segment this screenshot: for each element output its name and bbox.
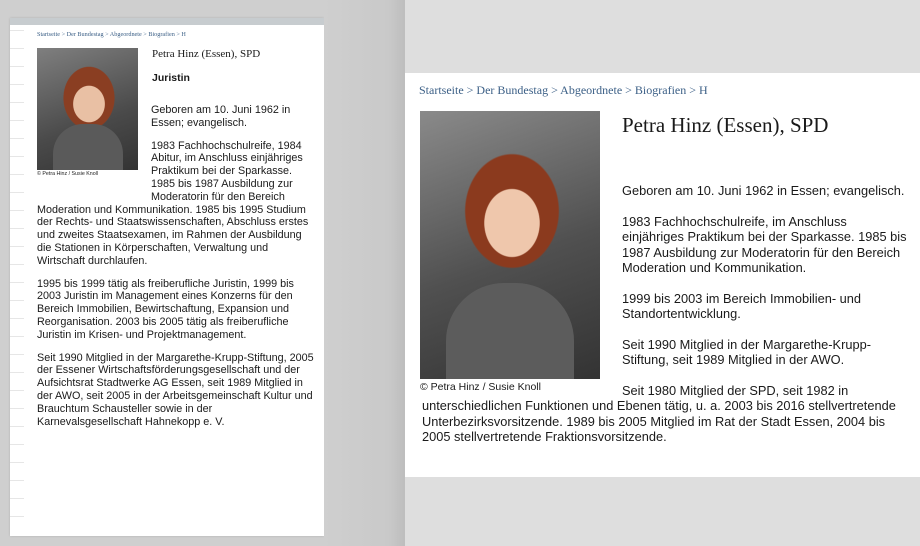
left-breadcrumb[interactable]: Startseite > Der Bundestag > Abgeordnete > Biografien > H <box>37 31 186 38</box>
right-page-view <box>405 73 920 477</box>
left-margin-lines <box>10 30 24 530</box>
panel-gap <box>324 0 405 546</box>
right-photo-credit: © Petra Hinz / Susie Knoll <box>420 381 541 393</box>
left-bio-paragraph: 1995 bis 1999 tätig als freiberufliche Juristin, 1999 bis 2003 Juristin im Management eines Konzerns für den Bereich Immobilien, Bewirtschaftung, Expansion und Reorganisation. 2003 bis 2005 tätig als freiberufliche Juristin im Krisen- und Projektmanagement. <box>37 277 294 341</box>
left-photo-credit: © Petra Hinz / Susie Knoll <box>37 171 99 177</box>
right-bio-paragraph: Seit 1990 Mitglied in der Margarethe-Krupp-Stiftung, seit 1989 Mitglied in der AWO. <box>622 336 871 367</box>
left-bio-paragraph: 1983 Fachhochschulreife, 1984 Abitur, im Anschluss einjähriges Praktikum bei der Sparkasse. 1985 bis 1987 Ausbildung zur Moderatorin für den Bereich Moderation und Kommunikation. 1985 bis 1995 Studium der Rechts- und Staatswissenschaften, Abschluss erstes und zweites Staatsexamen, im Rahmen der Ausbildung die Stationen in Körperschaften, Verwaltung und Wirtschaft durchlaufen. <box>37 139 309 267</box>
right-biography <box>422 183 912 460</box>
left-page-title: Petra Hinz (Essen), SPD <box>152 48 261 60</box>
right-bio-paragraph: 1999 bis 2003 im Bereich Immobilien- und Standortentwicklung. <box>622 290 862 321</box>
right-breadcrumb[interactable]: Startseite > Der Bundestag > Abgeordnete > Biografien > H <box>419 83 708 97</box>
left-biography <box>37 104 315 438</box>
left-bio-paragraph: Geboren am 10. Juni 1962 in Essen; evangelisch. <box>151 104 291 129</box>
left-bio-paragraph: Seit 1990 Mitglied in der Margarethe-Krupp-Stiftung, 2005 der Essener Wirtschaftsförderungsgesellschaft und der Aufsichtsrat Stadtwerke AG Essen, seit 1989 Mitglied in der AWO, seit 2005 in der Arbeitsgemeinschaft Kultur und Brauchtum Schausteller sowie in der Karnevalsgesellschaft Hahnekopp e. V. <box>37 351 314 428</box>
right-bio-paragraph: Geboren am 10. Juni 1962 in Essen; evangelisch. <box>622 183 905 198</box>
right-bio-paragraph: 1983 Fachhochschulreife, im Anschluss einjähriges Praktikum bei der Sparkasse. 1985 bis 1987 Ausbildung zur Moderatorin für den Bereich Moderation und Kommunikation. <box>622 213 907 275</box>
left-page-topbar <box>10 18 324 25</box>
right-bio-paragraph: Seit 1980 Mitglied der SPD, seit 1982 in unterschiedlichen Funktionen und Ebenen tätig, u. a. 2003 bis 2016 stellvertretende Unterbezirksvorsitzende. 1989 bis 2005 Mitglied im Rat der Stadt Essen, 2004 bis 2005 stellvertretende Fraktionsvorsitzende. <box>422 382 896 444</box>
left-page-view <box>10 18 324 536</box>
right-page-title: Petra Hinz (Essen), SPD <box>622 113 829 137</box>
left-profession: Juristin <box>152 72 190 84</box>
